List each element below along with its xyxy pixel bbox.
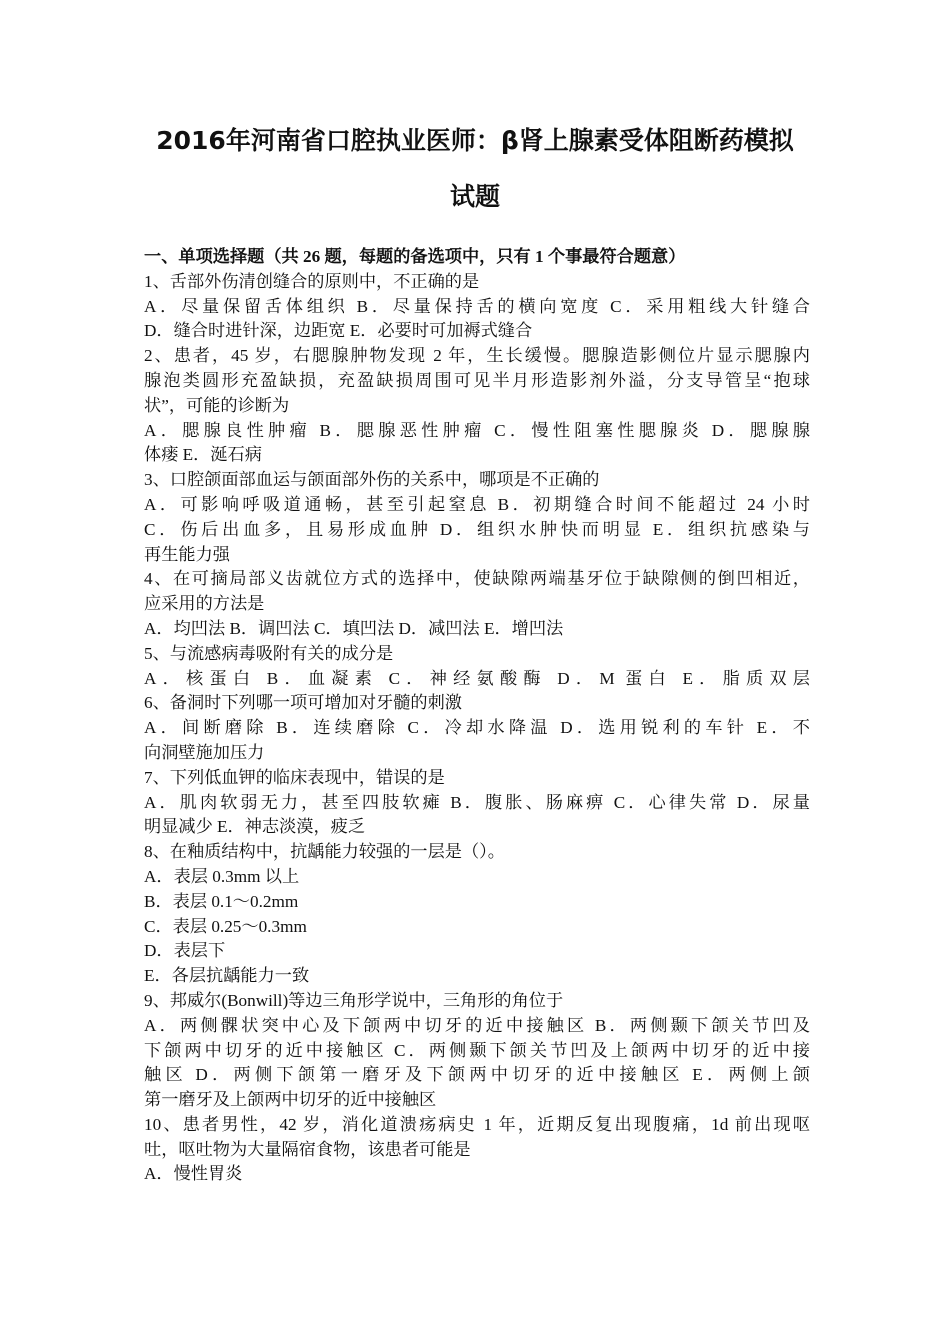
question-9-options: A．两侧髁状突中心及下颌两中切牙的近中接触区 B．两侧颞下颌关节凹及	[144, 1015, 810, 1035]
question-8-option-c: C．表层 0.25～0.3mm	[144, 916, 307, 936]
question-8-stem: 8、在釉质结构中，抗龋能力较强的一层是（）。	[144, 842, 505, 862]
question-4-stem: 应采用的方法是	[144, 594, 265, 614]
section-heading: 一、单项选择题（共 26 题，每题的备选项中，只有 1 个事最符合题意）	[144, 247, 686, 266]
question-9-options: 下颌两中切牙的近中接触区 C．两侧颞下颌关节凹及上颌两中切牙的近中接	[144, 1040, 810, 1060]
question-2-stem: 2、患者，45 岁，右腮腺肿物发现 2 年，生长缓慢。腮腺造影侧位片显示腮腺内	[144, 346, 810, 366]
question-6-options: 向洞壁施加压力	[144, 742, 265, 762]
question-8-option-a: A．表层 0.3mm 以上	[144, 866, 300, 886]
document-body	[144, 245, 810, 1187]
question-1-options: D．缝合时进针深，边距宽 E．必要时可加褥式缝合	[144, 321, 533, 341]
question-5-stem: 5、与流感病毒吸附有关的成分是	[144, 643, 394, 663]
question-6-options: A．间断磨除 B．连续磨除 C．冷却水降温 D．选用锐利的车针 E．不	[144, 718, 810, 738]
question-2-options: A．腮腺良性肿瘤 B．腮腺恶性肿瘤 C．慢性阻塞性腮腺炎 D．腮腺腺	[144, 420, 810, 440]
question-3-options: A．可影响呼吸道通畅，甚至引起窒息 B．初期缝合时间不能超过 24 小时	[144, 494, 810, 514]
question-10-option-a: A．慢性胃炎	[144, 1164, 243, 1184]
question-3-options: C．伤后出血多，且易形成血肿 D．组织水肿快而明显 E．组织抗感染与	[144, 519, 810, 539]
question-1-stem: 1、舌部外伤清创缝合的原则中，不正确的是	[144, 271, 480, 291]
document-title	[110, 113, 840, 225]
question-4-options: A．均凹法 B．调凹法 C．填凹法 D．减凹法 E．增凹法	[144, 618, 564, 638]
question-8-option-b: B．表层 0.1～0.2mm	[144, 891, 299, 911]
question-2-options: 体瘘 E．涎石病	[144, 445, 262, 465]
title-line-1: 2016年河南省口腔执业医师：β肾上腺素受体阻断药模拟	[156, 126, 794, 155]
question-8-option-e: E．各层抗龋能力一致	[144, 966, 310, 986]
question-3-options: 再生能力强	[144, 544, 230, 564]
title-line-2: 试题	[449, 182, 500, 211]
question-10-stem: 吐，呕吐物为大量隔宿食物，该患者可能是	[144, 1139, 471, 1159]
question-10-stem: 10、患者男性，42 岁，消化道溃疡病史 1 年，近期反复出现腹痛，1d 前出现呕	[144, 1114, 810, 1134]
question-2-stem: 状”，可能的诊断为	[144, 395, 290, 415]
question-7-stem: 7、下列低血钾的临床表现中，错误的是	[144, 767, 445, 787]
question-9-options: 触区 D．两侧下颌第一磨牙及下颌两中切牙的近中接触区 E．两侧上颌	[144, 1065, 810, 1085]
question-5-options: A．核蛋白 B．血凝素 C．神经氨酸酶 D．M 蛋白 E．脂质双层	[144, 668, 810, 688]
question-9-stem: 9、邦威尔(Bonwill)等边三角形学说中，三角形的角位于	[144, 990, 564, 1010]
question-2-stem: 腺泡类圆形充盈缺损，充盈缺损周围可见半月形造影剂外溢，分支导管呈“抱球	[144, 370, 810, 390]
question-1-options: A．尽量保留舌体组织 B．尽量保持舌的横向宽度 C．采用粗线大针缝合	[144, 296, 810, 316]
question-6-stem: 6、备洞时下列哪一项可增加对牙髓的刺激	[144, 693, 462, 713]
question-4-stem: 4、在可摘局部义齿就位方式的选择中，使缺隙两端基牙位于缺隙侧的倒凹相近，	[144, 569, 810, 589]
question-3-stem: 3、口腔颌面部血运与颌面部外伤的关系中，哪项是不正确的	[144, 470, 600, 490]
question-7-options: 明显减少 E．神志淡漠，疲乏	[144, 817, 366, 837]
question-9-options: 第一磨牙及上颌两中切牙的近中接触区	[144, 1090, 437, 1110]
question-7-options: A．肌肉软弱无力，甚至四肢软瘫 B．腹胀、肠麻痹 C．心律失常 D．尿量	[144, 792, 810, 812]
question-8-option-d: D．表层下	[144, 941, 226, 961]
